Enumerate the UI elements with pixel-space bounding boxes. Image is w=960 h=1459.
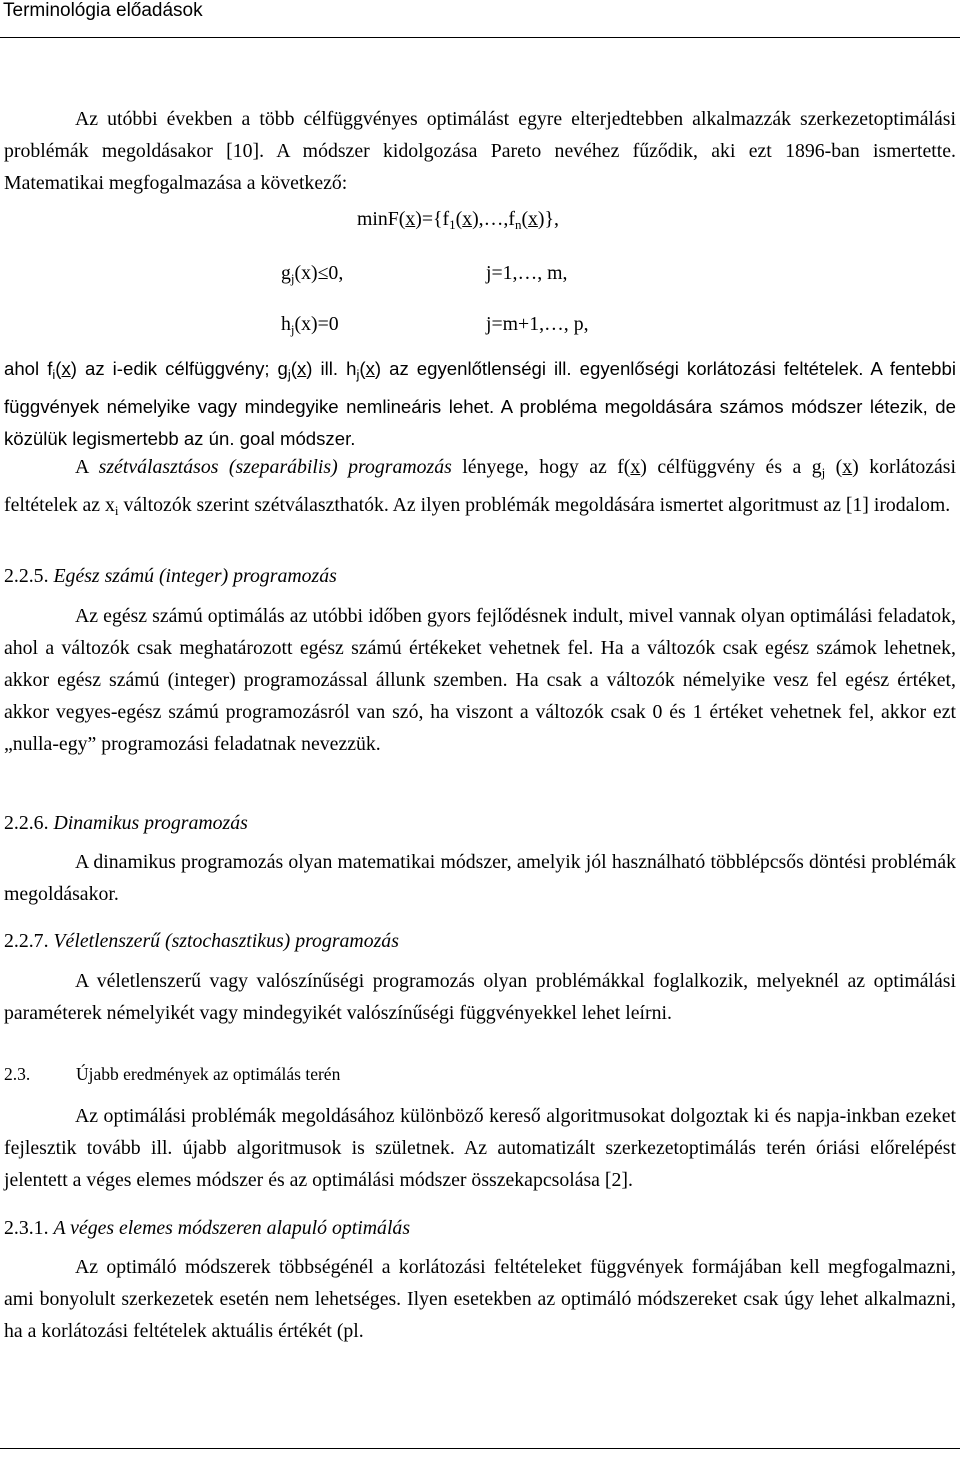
formula-inequality-range: j=1,…, m, bbox=[486, 262, 568, 284]
header-title: Terminológia előadások bbox=[3, 0, 203, 21]
definition-paragraph: ahol $f_i(x)$ az i-edik célfüggvény; $g_j(x)$ ill. $h_j(x)$ az egyenlőtlenségi ill. egyenlőségi korlátozási feltételek. A fentebbi függvények némelyike vagy mindegyike nemlineáris lehet. A probléma megoldására számos módszer létezik, de közülük legismertebb az ún. goal módszer. bbox=[4, 358, 956, 449]
section-2-2-5-heading: 2.2.5. Egész számú (integer) programozás bbox=[4, 565, 337, 587]
formula-equality-range: j=m+1,…, p, bbox=[486, 313, 589, 335]
section-2-2-6-heading: 2.2.6. Dinamikus programozás bbox=[4, 812, 248, 834]
formula-inequality: $g_j(x)\le 0$, bbox=[281, 262, 344, 286]
section-2-3-1-text: Az optimáló módszerek többségénél a korlátozási feltételeket függvények formájában kell megfogalmazni, ami bonyolult szerkezetek esetén nem lehetséges. Ilyen esetekben az optimáló módszereket csak úgy lehet alkalmazni, ha a korlátozási feltételek aktuális értékét (pl. bbox=[4, 1256, 956, 1342]
section-2-2-7-text: A véletlenszerű vagy valószínűségi programozás olyan problémákkal foglalkozik, melyeknél az optimálási paraméterek némelyikét vagy mindegyikét valószínűségi függvényekkel lehet leírni. bbox=[4, 970, 956, 1024]
section-2-3-number: 2.3. bbox=[4, 1064, 31, 1084]
separable-paragraph: A szétválasztásos (szeparábilis) programozás lényege, hogy az f(x) célfüggvény és a $g_j$ (x) korlátozási feltételek az $x_i$ változók szerint szétválaszthatók. Az ilyen problémák megoldására ismertet algoritmust az [1] irodalom. bbox=[4, 456, 956, 518]
footer-rule bbox=[0, 1448, 960, 1449]
formula-equality: $h_j(x)=0$ bbox=[281, 313, 339, 337]
section-2-3-title: Újabb eredmények az optimálás terén bbox=[76, 1064, 341, 1084]
section-2-3-1-heading: 2.3.1. A véges elemes módszeren alapuló optimálás bbox=[4, 1217, 411, 1239]
section-2-2-6-text: A dinamikus programozás olyan matematikai módszer, amelyik jól használható többlépcsős döntési problémák megoldásakor. bbox=[4, 851, 956, 905]
formula-objective: $\min F(x)=\{f_1(x),\dots,f_n(x)\}$, bbox=[357, 208, 559, 232]
section-2-3-text: Az optimálási problémák megoldásához különböző kereső algoritmusokat dolgoztak ki és napja-inkban ezeket fejlesztik tovább ill. újabb algoritmusok is születnek. Az automatizált szerkezetoptimálás terén óriási előrelépést jelentett a véges elemes módszer és az optimálási módszer összekapcsolása [2]. bbox=[4, 1105, 956, 1191]
section-2-2-5-text: Az egész számú optimálás az utóbbi időben gyors fejlődésnek indult, mivel vannak olyan optimálási feladatok, ahol a változók csak meghatározott egész számú értékeket vehetnek fel. Ha a változók csak egész számok lehetnek, akkor egész számú (integer) programozással állunk szemben. Ha csak a változók némelyike vesz fel egész értéket, akkor vegyes-egész számú programozásról van szó, ha viszont a változók csak 0 és 1 értéket vehetnek fel, akkor ezt „nulla-egy” programozási feladatnak nevezzük. bbox=[4, 605, 956, 755]
intro-paragraph: Az utóbbi években a több célfüggvényes optimálást egyre elterjedtebben alkalmazzák szerkezetoptimálási problémák megoldásakor [10]. A módszer kidolgozása Pareto nevéhez fűződik, aki ezt 1896-ban ismertette. Matematikai megfogalmazása a következő: bbox=[4, 108, 956, 194]
page-header bbox=[0, 0, 960, 38]
section-2-2-7-heading: 2.2.7. Véletlenszerű (sztochasztikus) programozás bbox=[4, 930, 399, 952]
